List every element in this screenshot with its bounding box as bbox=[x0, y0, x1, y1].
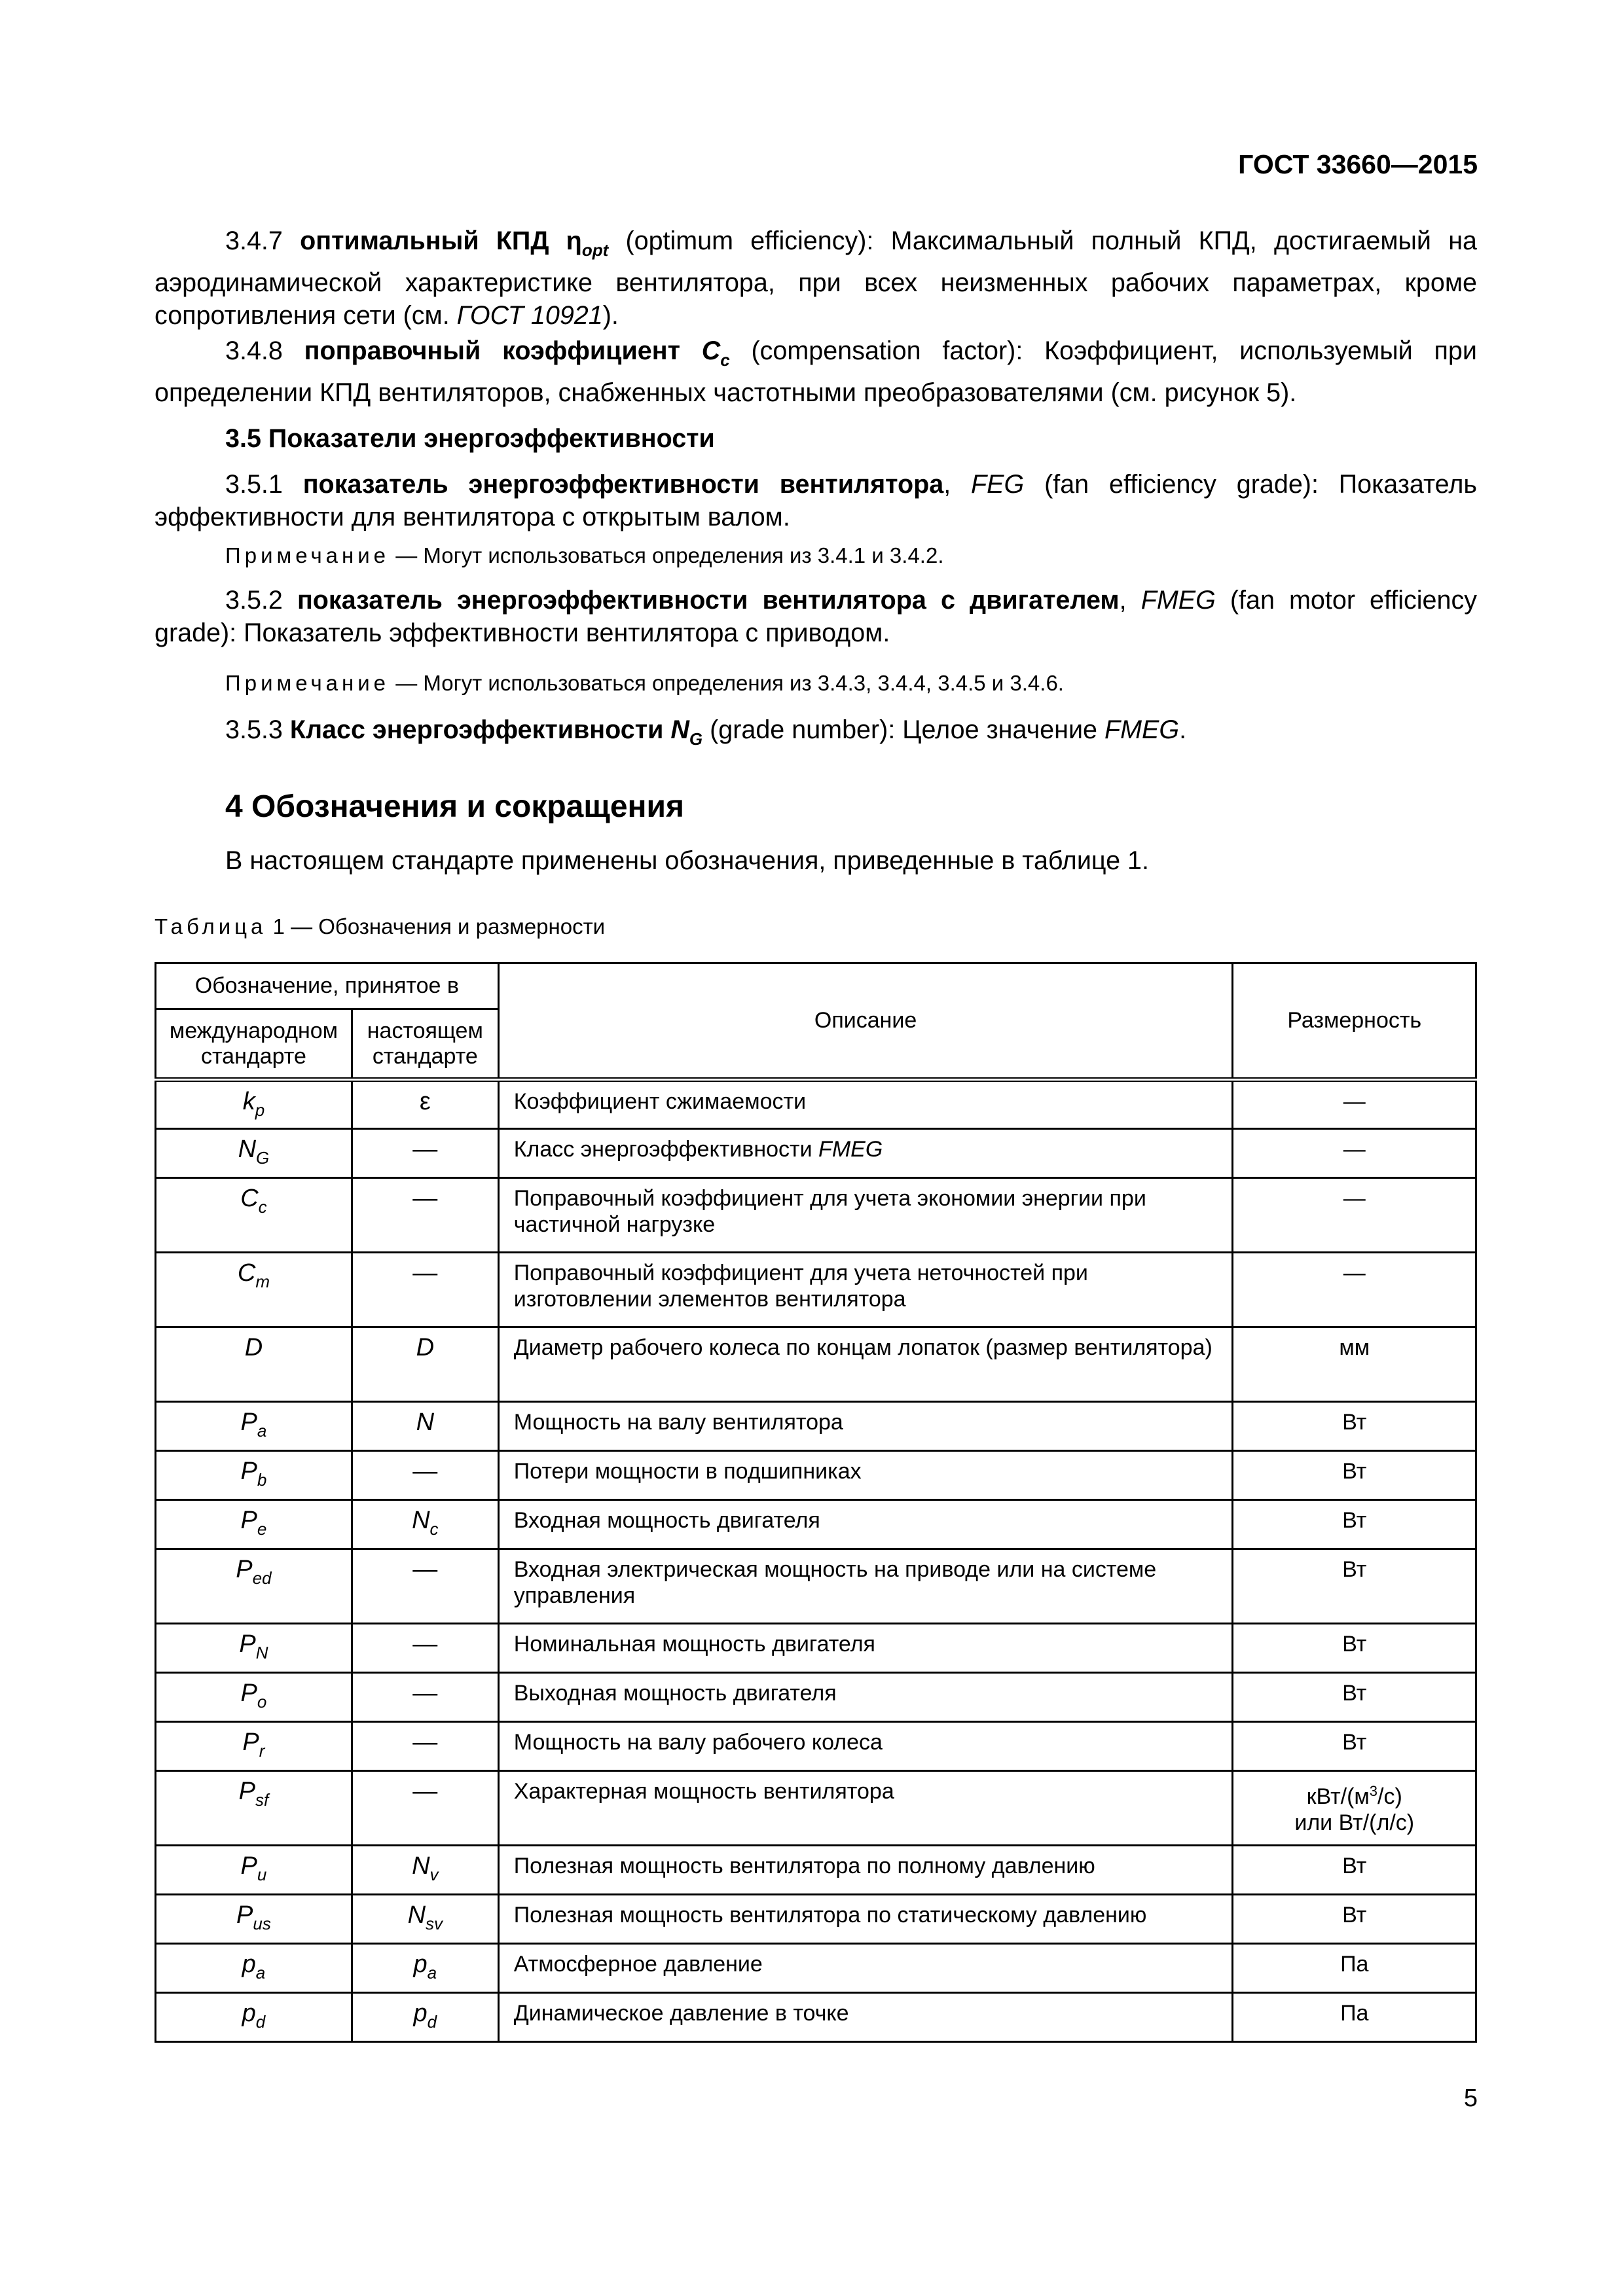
description: Потери мощности в подшипниках bbox=[498, 1451, 1233, 1500]
dimension: — bbox=[1233, 1178, 1476, 1253]
dimension: мм bbox=[1233, 1327, 1476, 1402]
description: Характерная мощность вентилятора bbox=[498, 1771, 1233, 1846]
description: Диаметр рабочего колеса по концам лопаток (размер вентилятора) bbox=[498, 1327, 1233, 1402]
symbol-national: $N_v$ bbox=[352, 1846, 498, 1895]
symbol-national: N bbox=[352, 1402, 498, 1451]
symbol-intl: $P_a$ bbox=[156, 1402, 352, 1451]
dimension: Вт bbox=[1233, 1500, 1476, 1549]
description: Класс энергоэффективности FMEG bbox=[498, 1129, 1233, 1178]
table-row bbox=[156, 1253, 1476, 1327]
dimension: Па bbox=[1233, 1944, 1476, 1993]
symbol-national: $N_{sv}$ bbox=[352, 1895, 498, 1944]
text-block-3-5-2 bbox=[155, 584, 1477, 649]
dimension: Вт bbox=[1233, 1451, 1476, 1500]
symbol-intl: $P_{us}$ bbox=[156, 1895, 352, 1944]
description: Номинальная мощность двигателя bbox=[498, 1624, 1233, 1673]
symbol-intl: $P_b$ bbox=[156, 1451, 352, 1500]
section-4-paragraph: В настоящем стандарте применены обозначения, приведенные в таблице 1. bbox=[225, 846, 1149, 875]
symbol-national: — bbox=[352, 1451, 498, 1500]
symbol-national: — bbox=[352, 1673, 498, 1722]
symbol-national: — bbox=[352, 1624, 498, 1673]
section-3-5-title: 3.5 Показатели энергоэффективности bbox=[225, 424, 715, 453]
table-row bbox=[156, 1993, 1476, 2042]
table-row bbox=[156, 1451, 1476, 1500]
symbol-intl: $P_N$ bbox=[156, 1624, 352, 1673]
header-national-standard: настоящем стандарте bbox=[352, 1009, 498, 1080]
dimension: — bbox=[1233, 1080, 1476, 1129]
dimension: Вт bbox=[1233, 1846, 1476, 1895]
symbol-national: D bbox=[352, 1327, 498, 1402]
symbol-intl: $k_p$ bbox=[156, 1080, 352, 1129]
symbol-national: — bbox=[352, 1722, 498, 1771]
symbol-intl: $p_a$ bbox=[156, 1944, 352, 1993]
description: Атмосферное давление bbox=[498, 1944, 1233, 1993]
table-row bbox=[156, 1846, 1476, 1895]
description: Динамическое давление в точке bbox=[498, 1993, 1233, 2042]
symbol-intl: $C_c$ bbox=[156, 1178, 352, 1253]
symbol-intl: $p_d$ bbox=[156, 1993, 352, 2042]
symbol-intl: $P_r$ bbox=[156, 1722, 352, 1771]
symbol-intl: $P_e$ bbox=[156, 1500, 352, 1549]
table-row bbox=[156, 1944, 1476, 1993]
document-code: ГОСТ 33660—2015 bbox=[1238, 149, 1478, 179]
symbol-national: $N_c$ bbox=[352, 1500, 498, 1549]
symbol-intl: $P_{sf}$ bbox=[156, 1771, 352, 1846]
header-intl-standard: международном стандарте bbox=[156, 1009, 352, 1080]
table-row bbox=[156, 1673, 1476, 1722]
symbol-national: $p_d$ bbox=[352, 1993, 498, 2042]
text-block-3-5-3 bbox=[155, 713, 1477, 755]
header-dimension: Размерность bbox=[1233, 963, 1476, 1080]
table-row bbox=[156, 1500, 1476, 1549]
table-row bbox=[156, 1327, 1476, 1402]
description: Поправочный коэффициент для учета неточностей при изготовлении элементов вентилятора bbox=[498, 1253, 1233, 1327]
description: Полезная мощность вентилятора по статическому давлению bbox=[498, 1895, 1233, 1944]
page-number: 5 bbox=[1463, 2085, 1478, 2112]
table-row bbox=[156, 1624, 1476, 1673]
description: Мощность на валу рабочего колеса bbox=[498, 1722, 1233, 1771]
symbol-national: — bbox=[352, 1129, 498, 1178]
symbol-national: ε bbox=[352, 1080, 498, 1129]
symbol-intl: $P_u$ bbox=[156, 1846, 352, 1895]
table-row bbox=[156, 1080, 1476, 1129]
description: Коэффициент сжимаемости bbox=[498, 1080, 1233, 1129]
dimension: кВт/$(м^3/с)$ или Вт/(л/с) bbox=[1233, 1771, 1476, 1846]
dimension: — bbox=[1233, 1253, 1476, 1327]
clause-3-4-7: 3.4.7 оптимальный КПД $\eta_{opt}$ (optimum efficiency): Максимальный полный КПД, достигаемый на аэродинамической характеристике вентилятора, при всех неизменных рабочих параметрах, кроме сопротивления сети (см. ГОСТ 10921). bbox=[155, 226, 1477, 330]
table-row bbox=[156, 1178, 1476, 1253]
table-row bbox=[156, 1549, 1476, 1624]
symbol-national: — bbox=[352, 1253, 498, 1327]
dimension: Вт bbox=[1233, 1402, 1476, 1451]
dimension: Вт bbox=[1233, 1895, 1476, 1944]
section-4-title: 4 Обозначения и сокращения bbox=[225, 789, 685, 824]
symbols-table bbox=[155, 962, 1477, 2043]
table-row bbox=[156, 1722, 1476, 1771]
clause-3-5-3: 3.5.3 Класс энергоэффективности $N_G$ (grade number): Целое значение FMEG. bbox=[225, 715, 1187, 749]
table-row bbox=[156, 1895, 1476, 1944]
dimension: — bbox=[1233, 1129, 1476, 1178]
clause-3-5-1: 3.5.1 показатель энергоэффективности вентилятора, FEG (fan efficiency grade): Показатель эффективности для вентилятора с открытым валом. bbox=[155, 470, 1477, 531]
symbol-national: — bbox=[352, 1549, 498, 1624]
symbol-national: — bbox=[352, 1178, 498, 1253]
dimension: Вт bbox=[1233, 1673, 1476, 1722]
symbol-intl: D bbox=[156, 1327, 352, 1402]
symbol-national: $p_a$ bbox=[352, 1944, 498, 1993]
dimension: Вт bbox=[1233, 1549, 1476, 1624]
symbol-intl: $N_G$ bbox=[156, 1129, 352, 1178]
description: Выходная мощность двигателя bbox=[498, 1673, 1233, 1722]
note-2: Примечание — Могут использоваться определения из 3.4.3, 3.4.4, 3.4.5 и 3.4.6. bbox=[225, 671, 1064, 695]
clause-3-5-2: 3.5.2 показатель энергоэффективности вентилятора с двигателем, FMEG (fan motor efficiency grade): Показатель эффективности вентилятора с приводом. bbox=[155, 586, 1477, 647]
symbol-intl: $P_o$ bbox=[156, 1673, 352, 1722]
description: Полезная мощность вентилятора по полному давлению bbox=[498, 1846, 1233, 1895]
clause-3-4-8: 3.4.8 поправочный коэффициент $C_c$ (compensation factor): Коэффициент, используемый при определении КПД вентиляторов, снабженных частотными преобразователями (см. рисунок 5). bbox=[155, 336, 1477, 407]
note-1: Примечание — Могут использоваться определения из 3.4.1 и 3.4.2. bbox=[225, 543, 944, 567]
description: Входная мощность двигателя bbox=[498, 1500, 1233, 1549]
description: Мощность на валу вентилятора bbox=[498, 1402, 1233, 1451]
dimension: Вт bbox=[1233, 1722, 1476, 1771]
table-row bbox=[156, 1129, 1476, 1178]
table-caption: Таблица 1 — Обозначения и размерности bbox=[155, 914, 606, 939]
text-block-definitions bbox=[155, 224, 1477, 533]
symbol-intl: $C_m$ bbox=[156, 1253, 352, 1327]
header-designation-group: Обозначение, принятое в bbox=[156, 963, 499, 1009]
description: Поправочный коэффициент для учета экономии энергии при частичной нагрузке bbox=[498, 1178, 1233, 1253]
table-row bbox=[156, 1771, 1476, 1846]
symbol-intl: $P_{ed}$ bbox=[156, 1549, 352, 1624]
dimension: Па bbox=[1233, 1993, 1476, 2042]
header-description: Описание bbox=[498, 963, 1233, 1080]
symbol-national: — bbox=[352, 1771, 498, 1846]
dimension: Вт bbox=[1233, 1624, 1476, 1673]
table-row bbox=[156, 1402, 1476, 1451]
description: Входная электрическая мощность на приводе или на системе управления bbox=[498, 1549, 1233, 1624]
